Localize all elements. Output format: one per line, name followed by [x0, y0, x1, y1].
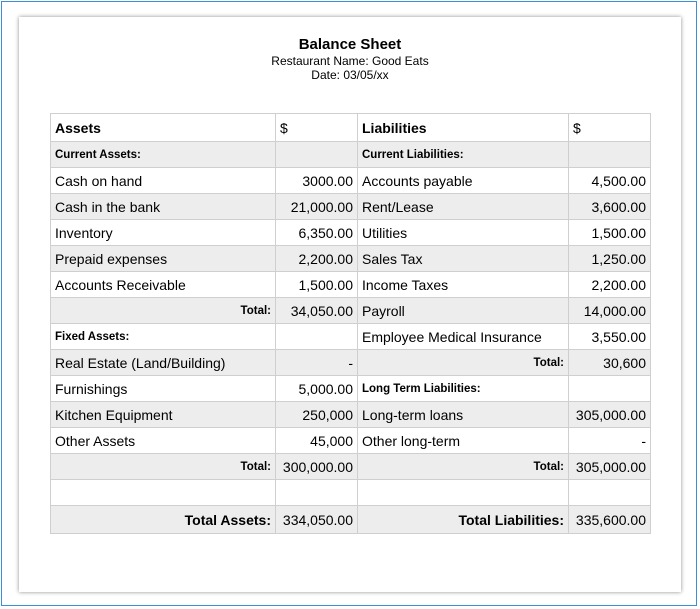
empty-cell — [358, 480, 569, 506]
liabilities-dollar-header: $ — [569, 114, 651, 142]
liability-value — [569, 142, 651, 168]
table-row — [51, 194, 651, 220]
grand-total-row — [51, 506, 651, 534]
table-row-empty — [51, 480, 651, 506]
window-frame — [1, 1, 697, 606]
liability-value: 3,600.00 — [569, 194, 651, 220]
asset-value — [276, 142, 358, 168]
asset-label: Furnishings — [51, 376, 276, 402]
table-row — [51, 298, 651, 324]
liability-value: 1,250.00 — [569, 246, 651, 272]
current-assets-total-label: Total: — [51, 298, 276, 324]
asset-value: - — [276, 350, 358, 376]
restaurant-name: Restaurant Name: Good Eats — [271, 54, 429, 68]
liability-label: Utilities — [358, 220, 569, 246]
liability-label: Employee Medical Insurance — [358, 324, 569, 350]
liability-label: Rent/Lease — [358, 194, 569, 220]
total-liabilities-label: Total Liabilities: — [358, 506, 569, 534]
liability-label: Income Taxes — [358, 272, 569, 298]
current-liabilities-total-value: 30,600 — [569, 350, 651, 376]
section-label-fixed-assets: Fixed Assets: — [51, 324, 276, 350]
empty-cell — [51, 480, 276, 506]
total-assets-label: Total Assets: — [51, 506, 276, 534]
asset-label: Cash on hand — [51, 168, 276, 194]
asset-label: Prepaid expenses — [51, 246, 276, 272]
liability-value: 4,500.00 — [569, 168, 651, 194]
section-label-current-liabilities: Current Liabilities: — [358, 142, 569, 168]
liabilities-column-header: Liabilities — [358, 114, 569, 142]
asset-label: Inventory — [51, 220, 276, 246]
empty-cell — [569, 480, 651, 506]
liability-value — [569, 376, 651, 402]
table-row — [51, 428, 651, 454]
asset-value: 1,500.00 — [276, 272, 358, 298]
table-row — [51, 272, 651, 298]
liability-label: Long-term loans — [358, 402, 569, 428]
fixed-assets-total-label: Total: — [51, 454, 276, 480]
table-row — [51, 324, 651, 350]
assets-column-header: Assets — [51, 114, 276, 142]
document-title: Balance Sheet — [298, 36, 402, 53]
asset-label: Cash in the bank — [51, 194, 276, 220]
liability-value: 3,550.00 — [569, 324, 651, 350]
asset-value: 21,000.00 — [276, 194, 358, 220]
assets-dollar-header: $ — [276, 114, 358, 142]
asset-value: 3000.00 — [276, 168, 358, 194]
balance-sheet-document — [19, 17, 681, 592]
section-label-current-assets: Current Assets: — [51, 142, 276, 168]
document-header — [19, 36, 681, 82]
liability-value: 1,500.00 — [569, 220, 651, 246]
liability-label: Other long-term — [358, 428, 569, 454]
table-row — [51, 168, 651, 194]
table-row — [51, 454, 651, 480]
asset-value: 2,200.00 — [276, 246, 358, 272]
liability-label: Sales Tax — [358, 246, 569, 272]
fixed-assets-total-value: 300,000.00 — [276, 454, 358, 480]
asset-value: 6,350.00 — [276, 220, 358, 246]
table-row — [51, 246, 651, 272]
liability-label: Accounts payable — [358, 168, 569, 194]
liability-value: 14,000.00 — [569, 298, 651, 324]
empty-cell — [276, 480, 358, 506]
long-term-liabilities-total-value: 305,000.00 — [569, 454, 651, 480]
document-date: Date: 03/05/xx — [311, 68, 389, 82]
asset-label: Kitchen Equipment — [51, 402, 276, 428]
asset-value: 250,000 — [276, 402, 358, 428]
table-row — [51, 142, 651, 168]
table-row — [51, 402, 651, 428]
liability-label: Payroll — [358, 298, 569, 324]
asset-value: 45,000 — [276, 428, 358, 454]
current-liabilities-total-label: Total: — [358, 350, 569, 376]
table-row — [51, 220, 651, 246]
asset-value: 5,000.00 — [276, 376, 358, 402]
total-assets-value: 334,050.00 — [276, 506, 358, 534]
liability-value: - — [569, 428, 651, 454]
section-label-long-term-liabilities: Long Term Liabilities: — [358, 376, 569, 402]
asset-label: Real Estate (Land/Building) — [51, 350, 276, 376]
asset-label: Accounts Receivable — [51, 272, 276, 298]
total-liabilities-value: 335,600.00 — [569, 506, 651, 534]
asset-label: Other Assets — [51, 428, 276, 454]
liability-value: 2,200.00 — [569, 272, 651, 298]
asset-value — [276, 324, 358, 350]
table-header-row — [51, 114, 651, 142]
balance-sheet-table — [50, 113, 651, 534]
current-assets-total-value: 34,050.00 — [276, 298, 358, 324]
table-row — [51, 350, 651, 376]
table-row — [51, 376, 651, 402]
long-term-liabilities-total-label: Total: — [358, 454, 569, 480]
liability-value: 305,000.00 — [569, 402, 651, 428]
